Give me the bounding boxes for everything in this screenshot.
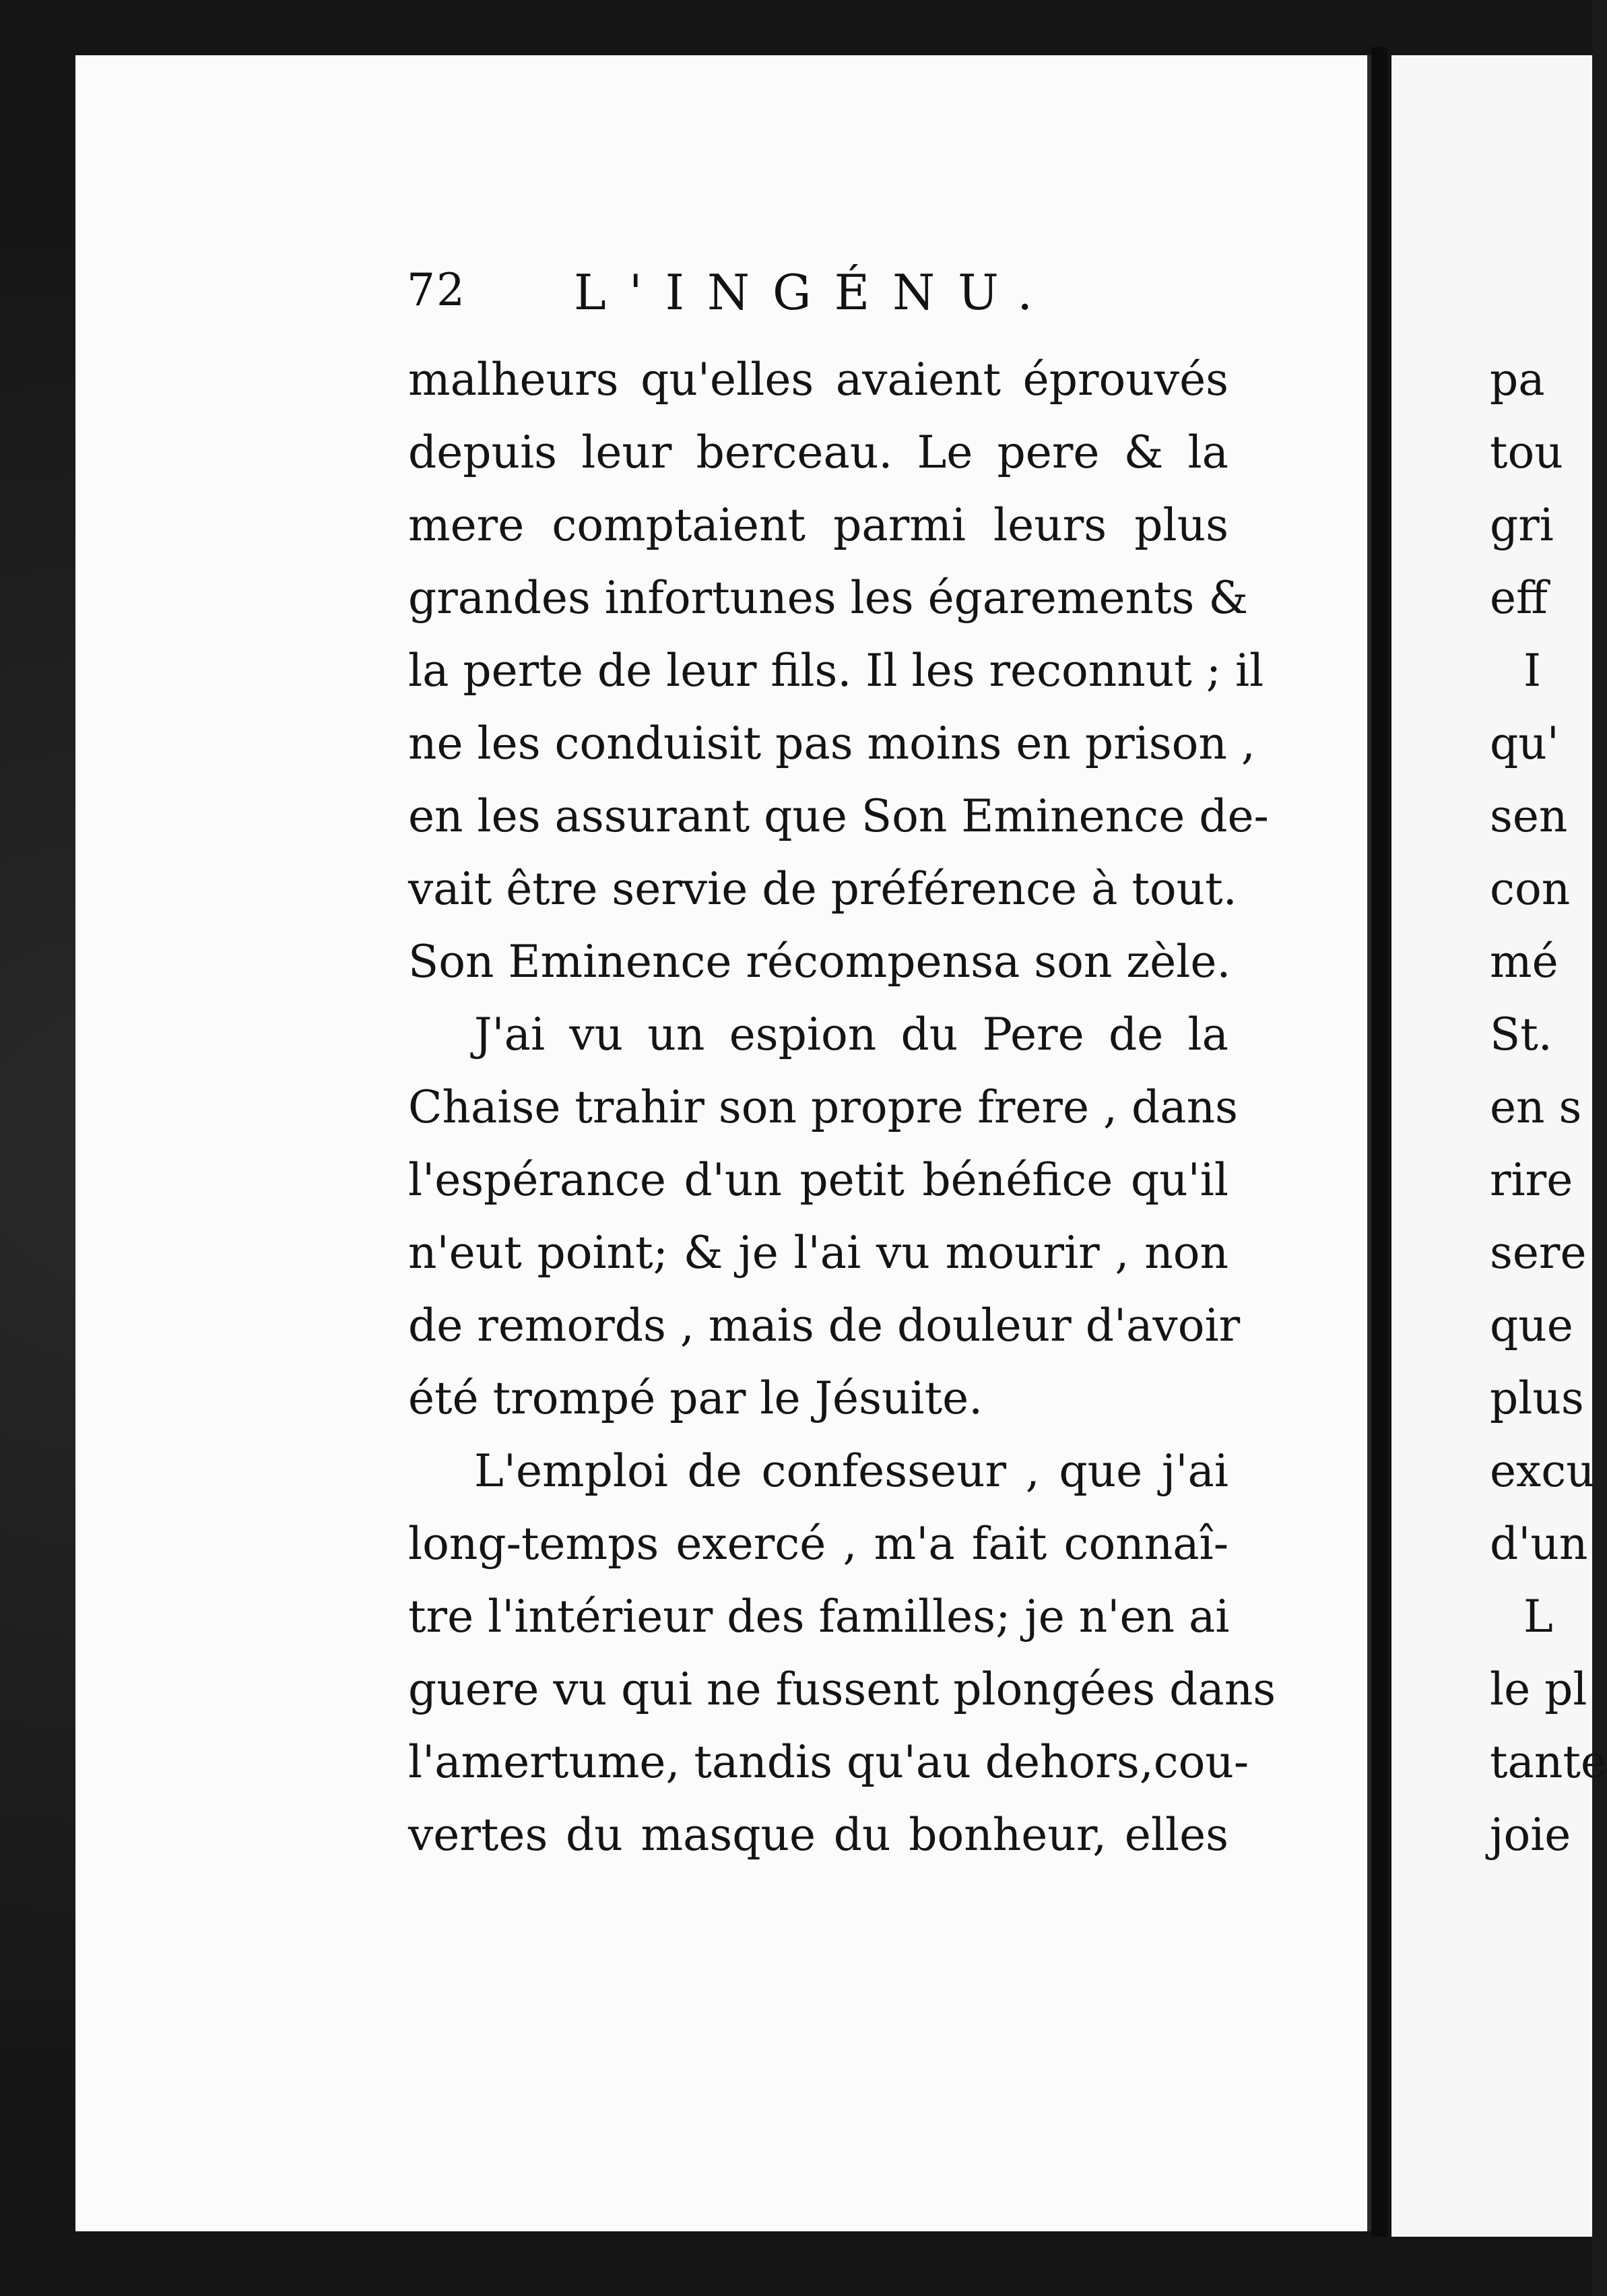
text-line: ne les conduisit pas moins en prison , <box>408 718 1255 769</box>
text-line: Son Eminence récompensa son zèle. <box>408 936 1231 988</box>
fragment-line: mé <box>1490 936 1559 988</box>
text-line: vait être servie de préférence à tout. <box>408 863 1237 915</box>
text-line: long-temps exercé , m'a fait connaî- <box>408 1518 1228 1570</box>
text-line: Chaise trahir son propre frere , dans <box>408 1081 1238 1133</box>
text-line: l'espérance d'un petit bénéfice qu'il <box>408 1154 1228 1206</box>
text-line: de remords , mais de douleur d'avoir <box>408 1300 1241 1351</box>
text-line: guere vu qui ne fussent plongées dans <box>408 1663 1276 1715</box>
fragment-line: sen <box>1490 790 1568 842</box>
fragment-line: I <box>1523 645 1542 697</box>
text-line: tre l'intérieur des familles; je n'en ai <box>408 1591 1230 1643</box>
paragraph-end-line: été trompé par le Jésuite. <box>408 1372 983 1424</box>
text-line: n'eut point; & je l'ai vu mourir , non <box>408 1227 1228 1279</box>
text-line: malheurs qu'elles avaient éprouvés <box>408 354 1228 406</box>
fragment-line: rire <box>1490 1154 1573 1206</box>
running-title: L'INGÉNU. <box>574 264 1056 321</box>
book-gutter <box>1371 47 1387 2243</box>
fragment-line: le pl <box>1490 1663 1587 1715</box>
fragment-line: con <box>1490 863 1571 915</box>
fragment-line: gri <box>1490 499 1554 551</box>
fragment-line: L <box>1523 1591 1553 1643</box>
body-text <box>408 344 1276 1872</box>
page-header <box>407 264 1080 325</box>
paragraph-start-line: J'ai vu un espion du Pere de la <box>474 1009 1228 1060</box>
text-line: mere comptaient parmi leurs plus <box>408 499 1228 551</box>
text-line: depuis leur berceau. Le pere & la <box>408 426 1228 478</box>
fragment-line: plus <box>1490 1372 1584 1424</box>
fragment-line: tou <box>1490 426 1563 478</box>
fragment-line: St. <box>1490 1009 1552 1060</box>
page-number: 72 <box>407 264 466 316</box>
fragment-line: d'un <box>1490 1518 1588 1570</box>
fragment-line: excu <box>1490 1445 1595 1497</box>
fragment-line: tante <box>1490 1736 1607 1788</box>
fragment-line: en s <box>1490 1081 1582 1133</box>
text-line: la perte de leur fils. Il les reconnut ; il <box>408 645 1264 697</box>
fragment-line: eff <box>1490 572 1548 624</box>
fragment-line: pa <box>1490 354 1545 406</box>
bottom-edge <box>0 2237 1592 2296</box>
facing-page-fragment <box>1490 344 1607 1872</box>
fragment-line: qu' <box>1490 718 1559 769</box>
paragraph-start-line: L'emploi de confesseur , que j'ai <box>474 1445 1228 1497</box>
text-line: en les assurant que Son Eminence de- <box>408 790 1269 842</box>
fragment-line: que <box>1490 1300 1573 1351</box>
text-line: grandes infortunes les égarements & <box>408 572 1249 624</box>
fragment-line: joie <box>1490 1809 1571 1861</box>
fragment-line: sere <box>1490 1227 1587 1279</box>
text-line: vertes du masque du bonheur, elles <box>408 1809 1228 1861</box>
text-line: l'amertume, tandis qu'au dehors,cou- <box>408 1736 1249 1788</box>
